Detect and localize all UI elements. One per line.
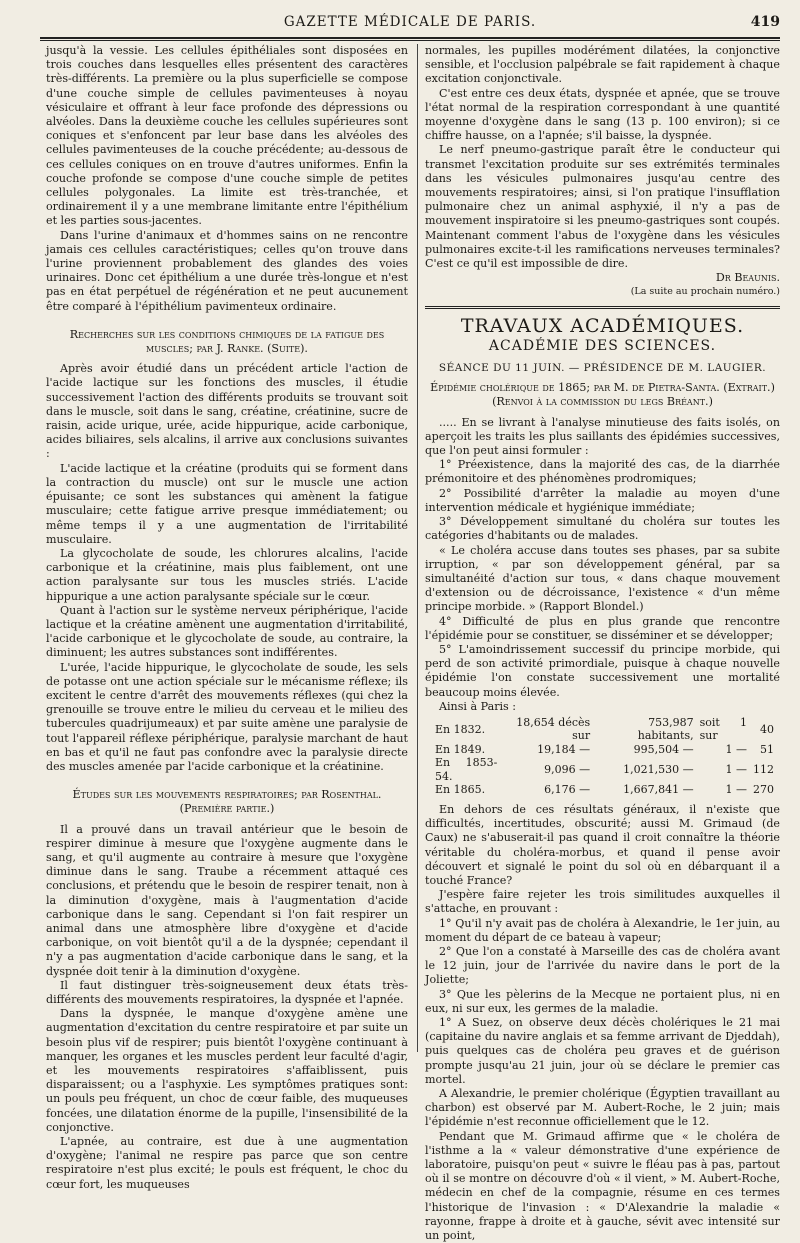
paragraph: Le nerf pneumo-gastrique paraît être le conducteur qui transmet l'excitation produite sur ses extrémités terminales dans les vésicules pulmonaires jusqu'au centre des mouvements respiratoires; ainsi, si l'on pratique l'insufflation pulmonaire chez un animal asphyxié, il n'y a pas de mouvement inspiratoire si les pneumo-gastriques sont coupés. Maintenant comment l'abus de l'oxygène dans les vésicules pulmonaires excite-t-il les ramifications nerveuses terminales? C'est ce qu'il est impossible de dire.: [425, 143, 780, 271]
item-title: Épidémie cholérique de 1865; par M. de Pietra-Santa. (Extrait.) (Renvoi à la commission du legs Bréant.): [430, 381, 775, 409]
ditto-dash: —: [682, 763, 694, 777]
ratio-cell: soit 1 sur: [699, 715, 747, 743]
paragraph: 1° Préexistence, dans la majorité des cas, de la diarrhée prémonitoire et des phénomènes prodromiques;: [425, 458, 780, 486]
paragraph: 1° A Suez, on observe deux décès cholériques le 21 mai (capitaine du navire anglais et sa femme arrivant de Djeddah), puis quelques cas de choléra peu graves et de guérison prompte jusqu'au 21 juin, jour où se déclare le premier cas mortel.: [425, 1015, 780, 1086]
deaths-value: 19,184: [537, 742, 576, 756]
quotation: « Le choléra accuse dans toutes ses phases, par sa subite irruption, « par son développement général, par sa simultanéité d'action sur tous, « dans chaque mouvement d'extension ou de décroissance, l'existence « d'un même principe morbide. » (Rapport Blondel.): [425, 543, 780, 614]
paragraph: Ainsi à Paris :: [439, 699, 517, 713]
ratio-number-cell: 112: [753, 763, 774, 777]
cholera-stats-table: [435, 716, 780, 797]
page-header: [40, 14, 780, 36]
population-cell: 753,987 habitants,: [637, 715, 694, 743]
right-column: [425, 44, 780, 1243]
academy-title: ACADÉMIE DES SCIENCES.: [488, 337, 717, 354]
ditto-dash: —: [682, 783, 694, 797]
deaths-cell: [503, 743, 596, 757]
paragraph: 4° Difficulté de plus en plus grande que rencontre l'épidémie pour se constituer, se disséminer et se développer;: [425, 614, 780, 642]
paragraph: normales, les pupilles modérément dilatées, la conjonctive sensible, et l'occlusion palpébrale se fait rapidement à chaque excitation conjonctivale.: [425, 44, 780, 86]
table-row: [435, 743, 780, 757]
session-line: SÉANCE DU 11 JUIN. — PRÉSIDENCE DE M. LAUGIER.: [438, 362, 767, 375]
paragraph: Il faut distinguer très-soigneusement deux états très-différents des mouvements respiratoires, la dyspnée et l'apnée.: [46, 978, 408, 1006]
author-signature: Dr Beaunis.: [715, 271, 780, 285]
paragraph: Il a prouvé dans un travail antérieur que le besoin de respirer diminue à mesure que l'oxygène augmente dans le sang, et qu'il augmente au contraire à mesure que l'oxygène diminue dans le sang. Traube a récemment attaqué ces conclusions, et prétendu que le besoin de respirer tenait, non à la diminution d'oxygène, mais à l'augmentation d'acide carbonique dans le sang. Cependant si l'on fait respirer un animal dans une atmosphère libre d'oxygène et d'acide carbonique, on voit bientôt qu'il a de la dyspnée; cependant il n'y a pas augmentation d'acide carbonique dans le sang, et la dyspnée doit tenir à la diminution d'oxygène.: [46, 822, 408, 978]
continued-note: (La suite au prochain numéro.): [630, 286, 780, 298]
section-rule: [425, 306, 780, 309]
paragraph: 2° Possibilité d'arrêter la maladie au moyen d'une intervention médicale et hygiénique immédiate;: [425, 486, 780, 514]
ratio-cell: 1 —: [725, 763, 747, 777]
ditto-dash: —: [579, 763, 591, 777]
year-cell: En 1865.: [435, 783, 486, 797]
paragraph: 2° Que l'on a constaté à Marseille des cas de choléra avant le 12 juin, jour de l'arrivée du navire dans le port de la Joliette;: [425, 944, 780, 987]
header-rule-thin: [40, 40, 780, 41]
paragraph: Dans l'urine d'animaux et d'hommes sains on ne rencontre jamais ces cellules caractéristiques; celles qu'on trouve dans l'urine proviennent probablement des glandes des voies urinaires. Donc cet épithélium a une durée très-longue et n'est pas en état perpétuel de régénération et ne peut aucunement être comparé à l'épithélium pavimenteux ordinaire.: [46, 228, 408, 313]
deaths-cell: 18,654 décès sur: [516, 715, 591, 743]
ditto-dash: —: [579, 783, 591, 797]
journal-title: GAZETTE MÉDICALE DE PARIS.: [283, 14, 537, 30]
paragraph: ..... En se livrant à l'analyse minutieuse des faits isolés, on aperçoit les traits les plus saillants des épidémies successives, que l'on peut ainsi formuler :: [425, 415, 780, 458]
paragraph: Pendant que M. Grimaud affirme que « le choléra de l'isthme a la « valeur démonstrative d'une expérience de laboratoire, puisqu'on peut « suivre le fléau pas à pas, partout où il se montre on découvre d'où « il vient, » M. Aubert-Roche, médecin en chef de la compagnie, résume en ces termes l'historique de l'invasion : « D'Alexandrie la maladie « rayonne, frappe à droite et à gauche, sévit avec intensité sur un point,: [425, 1129, 780, 1243]
paragraph: L'acide lactique et la créatine (produits qui se forment dans la contraction du muscle) ont sur le muscle une action épuisante; ce sont les substances qui amènent la fatigue musculaire; cette fatigue arrive presque immédiatement; ou même temps il y a une augmentation de l'irritabilité musculaire.: [46, 461, 408, 546]
ditto-dash: —: [682, 742, 694, 756]
population-cell: [596, 756, 699, 783]
ratio-number-cell: 40: [760, 722, 774, 736]
year-cell: En 1853-54.: [435, 756, 498, 783]
ratio-cell: 1 —: [725, 742, 747, 756]
population-value: 1,021,530: [623, 763, 680, 777]
paragraph: 3° Que les pèlerins de la Mecque ne portaient plus, ni en eux, ni sur eux, les germes de la maladie.: [425, 987, 780, 1015]
year-cell: En 1832.: [435, 722, 486, 736]
paragraph: 3° Développement simultané du choléra sur toutes les catégories d'habitants ou de malades.: [425, 515, 780, 543]
paragraph: Quant à l'action sur le système nerveux périphérique, l'acide lactique et la créatine amènent une augmentation d'irritabilité, l'acide carbonique et le glycocholate de soude, au contraire, la diminuent; les autres substances sont indifférentes.: [46, 603, 408, 660]
table-row: [435, 756, 780, 783]
paragraph: C'est entre ces deux états, dyspnée et apnée, que se trouve l'état normal de la respiration correspondant à une quantité moyenne d'oxygène dans le sang (13 p. 100 environ); si ce chiffre hausse, on a l'apnée; s'il baisse, la dyspnée.: [425, 86, 780, 143]
paragraph: La glycocholate de soude, les chlorures alcalins, l'acide carbonique et la créatinine, mais plus faiblement, ont une action paralysante sur tous les muscles striés. L'acide hippurique a une action paralysante spéciale sur le cœur.: [46, 546, 408, 603]
deaths-cell: [503, 756, 596, 783]
year-cell: En 1849.: [435, 742, 486, 756]
deaths-cell: [503, 783, 596, 797]
article-heading-rosenthal: Études sur les mouvements respiratoires; par Rosenthal. (Première partie.): [72, 788, 382, 816]
population-cell: [596, 743, 699, 757]
paragraph: jusqu'à la vessie. Les cellules épithéliales sont disposées en trois couches dans lesquelles elles présentent des caractères très-différents. La première ou la plus superficielle se compose d'une couche simple de cellules pavimenteuses à noyau vésiculaire et offrant à leur face profonde des dépressions ou alvéoles. Dans la deuxième couche les cellules supérieures sont coniques et s'enfoncent par leur base dans les alvéoles des cellules pavimenteuses de la couche précédente; au-dessous de ces cellules coniques on en trouve d'autres uniformes. Enfin la couche profonde se compose d'une couche simple de petites cellules polygonales. La limite est très-tranchée, et ordinairement il y a une membrane limitante entre l'épithélium et les parties sous-jacentes.: [46, 44, 408, 228]
paragraph: L'apnée, au contraire, est due à une augmentation d'oxygène; l'animal ne respire pas parce que son centre respiratoire n'est plus excité; le pouls est fréquent, le choc du cœur fort, les muqueuses: [46, 1135, 408, 1191]
section-title: TRAVAUX ACADÉMIQUES.: [460, 314, 745, 337]
ratio-number-cell: 270: [753, 783, 774, 797]
table-row: [435, 783, 780, 797]
left-column: [46, 44, 408, 1192]
population-value: 1,667,841: [623, 783, 680, 797]
column-divider: [417, 44, 418, 1052]
paragraph: 1° Qu'il n'y avait pas de choléra à Alexandrie, le 1er juin, au moment du départ de ce bateau à vapeur;: [425, 916, 780, 944]
ratio-number-cell: 51: [760, 742, 774, 756]
header-rule: [40, 37, 780, 39]
population-value: 995,504: [633, 742, 680, 756]
ditto-dash: —: [579, 742, 591, 756]
article-heading-ranke: Recherches sur les conditions chimiques de la fatigue des muscles; par J. Ranke. (Suite).: [69, 327, 385, 356]
paragraph: En dehors de ces résultats généraux, il n'existe que difficultés, incertitudes, obscurité; aussi M. Grimaud (de Caux) ne s'abuserait-il pas quand il croit connaître la théorie véritable du choléra-morbus, et quand il pense avoir découvert et signalé le point du sol où en débarquant il a touché France?: [425, 802, 780, 887]
table-row: [435, 716, 780, 743]
population-cell: [596, 783, 699, 797]
deaths-value: 9,096: [544, 763, 576, 777]
paragraph: A Alexandrie, le premier cholérique (Égyptien travaillant au charbon) est observé par M. Aubert-Roche, le 2 juin; mais l'épidémie n'est reconnue officiellement que le 12.: [425, 1087, 780, 1129]
paragraph: Après avoir étudié dans un précédent article l'action de l'acide lactique sur les fonctions des muscles, il étudie successivement l'action des différents produits se trouvant soit dans le muscle, soit dans le sang, créatine, créatinine, sucre de raisin, acide urique, urée, acide hippurique, acide carbonique, acides biliaires, sels alcalins, il arrive aux conclusions suivantes :: [46, 362, 408, 461]
page-number: 419: [750, 14, 780, 30]
paragraph: L'urée, l'acide hippurique, le glycocholate de soude, les sels de potasse ont une action spéciale sur le mécanisme réflexe; ils excitent le centre d'arrêt des mouvements réflexes (qui chez la grenouille se trouve entre le milieu du cerveau et le milieu des tubercules quadrijumeaux) et par suite amène une paralysie de tout l'appareil réflexe périphérique, paralysie marchant de haut en bas et qu'il ne faut pas confondre avec la paralysie directe des muscles amenée par l'acide carbonique et la créatinine.: [46, 660, 408, 773]
ratio-cell: 1 —: [725, 783, 747, 797]
paragraph: J'espère faire rejeter les trois similitudes auxquelles il s'attache, en prouvant :: [425, 888, 780, 916]
paragraph: Dans la dyspnée, le manque d'oxygène amène une augmentation d'excitation du centre respiratoire et par suite un besoin plus vif de respirer; puis bientôt l'oxygène continuant à manquer, les organes et les muscles perdent leur faculté d'agir, et les mouvements respiratoires s'affaiblissent, puis disparaissent; ou a l'asphyxie. Les symptômes pratiques sont: un pouls peu fréquent, un choc de cœur faible, des muqueuses foncées, une dilatation énorme de la pupille, l'insensibilité de la conjonctive.: [46, 1007, 408, 1134]
deaths-value: 6,176: [544, 783, 576, 797]
paragraph: 5° L'amoindrissement successif du principe morbide, qui perd de son activité primordiale, puisque à chaque nouvelle épidémie l'on constate successivement une mortalité beaucoup moins élevée.: [425, 642, 780, 699]
